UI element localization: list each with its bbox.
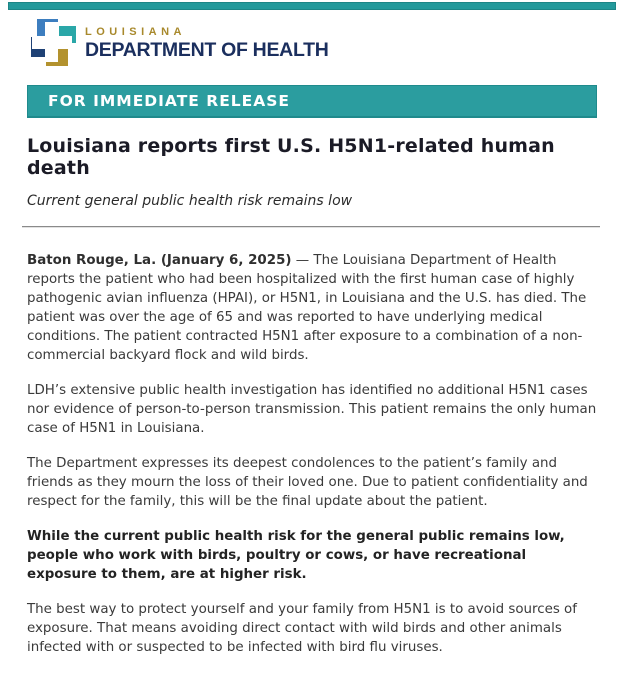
agency-logo bbox=[31, 19, 618, 69]
dateline-text: — The Louisiana Department of Health reports the patient who had been hospitalized with the first human case of highly pathogenic avian influenza (HPAI), or H5N1, in Louisiana and the U.S. has died. The patient was over the age of 65 and was reported to have underlying medical conditions. The patient contracted H5N1 after exposure to a combination of a non-commercial backyard flock and wild birds. bbox=[27, 253, 587, 363]
press-release-body bbox=[27, 251, 597, 657]
paragraph-dateline bbox=[27, 251, 597, 365]
release-banner-label: FOR IMMEDIATE RELEASE bbox=[48, 92, 291, 110]
press-release-headline: Louisiana reports first U.S. H5N1-related human death bbox=[27, 135, 555, 179]
cross-white-plus-horizontal bbox=[32, 36, 72, 49]
paragraph-risk-warning: While the current public health risk for the general public remains low, people who work with birds, poultry or cows, or have recreational exposure to them, are at higher risk. bbox=[27, 529, 565, 582]
agency-wordmark bbox=[85, 26, 329, 62]
ldh-cross-icon bbox=[31, 19, 77, 69]
agency-region-label: LOUISIANA bbox=[85, 26, 186, 38]
release-banner bbox=[27, 85, 597, 118]
top-accent-bar bbox=[8, 2, 616, 10]
dateline-lead: Baton Rouge, La. (January 6, 2025) bbox=[27, 253, 292, 268]
paragraph-condolences: The Department expresses its deepest condolences to the patient’s family and friends as they mourn the loss of their loved one. Due to patient confidentiality and respect for the family, this will be the final update about the patient. bbox=[27, 456, 588, 509]
agency-name-label: DEPARTMENT OF HEALTH bbox=[85, 39, 329, 61]
paragraph-protection: The best way to protect yourself and your family from H5N1 is to avoid sources of exposure. That means avoiding direct contact with wild birds and other animals infected with or suspected to be infected with bird flu viruses. bbox=[27, 602, 577, 655]
divider-rule bbox=[22, 226, 600, 228]
paragraph-investigation: LDH’s extensive public health investigation has identified no additional H5N1 cases nor evidence of person-to-person transmission. This patient remains the only human case of H5N1 in Louisiana. bbox=[27, 383, 597, 436]
press-release-subtitle: Current general public health risk remains low bbox=[27, 193, 353, 209]
